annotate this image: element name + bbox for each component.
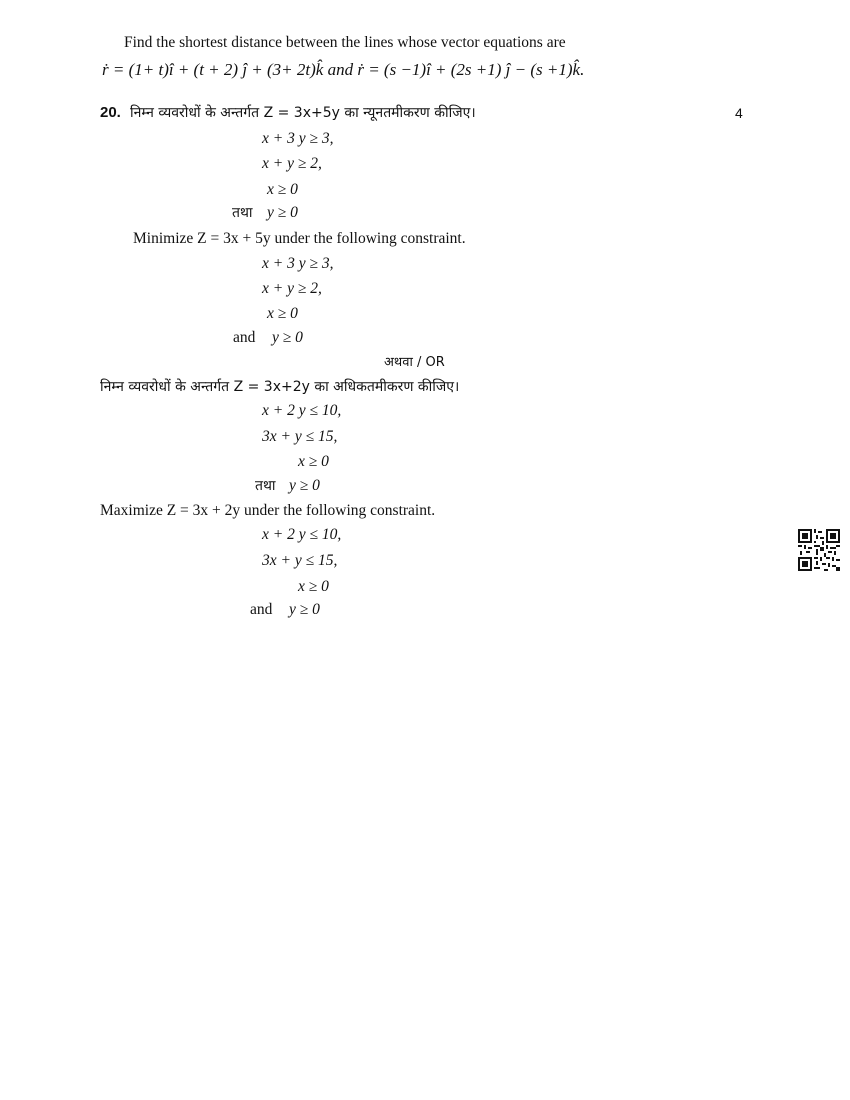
q20-en-constraint-3: x ≥ 0: [267, 305, 298, 322]
alt-en-last-word: and: [250, 601, 273, 618]
marks: 4: [735, 105, 743, 121]
alt-en-constraint-1: x + 2 y ≤ 10,: [262, 526, 342, 543]
q20-hi-constraint-3: x ≥ 0: [267, 181, 298, 198]
qr-code-icon: [798, 529, 840, 571]
alt-hi-constraint-1: x + 2 y ≤ 10,: [262, 402, 342, 419]
q20-en-last-word: and: [233, 329, 256, 346]
or-separator: अथवा / OR: [384, 355, 445, 370]
q20-hi-constraint-2: x + y ≥ 2,: [262, 155, 322, 172]
alt-hi-constraint-4: y ≥ 0: [289, 477, 320, 494]
question-number: 20.: [100, 104, 121, 121]
q20-en-constraint-2: x + y ≥ 2,: [262, 280, 322, 297]
alt-en-prompt: Maximize Z = 3x + 2y under the following constraint.: [100, 502, 436, 519]
alt-en-constraint-4: y ≥ 0: [289, 601, 320, 618]
alt-hindi-prompt: निम्न व्यवरोधों के अन्तर्गत Z = 3x+2y का अधिकतमीकरण कीजिए।: [100, 379, 460, 395]
q20-en-prompt: Minimize Z = 3x + 5y under the following constraint.: [133, 230, 466, 247]
q20-hi-constraint-1: x + 3 y ≥ 3,: [262, 130, 334, 147]
q20-hi-constraint-4: y ≥ 0: [267, 204, 298, 221]
alt-hi-last-word: तथा: [255, 478, 276, 494]
alt-en-constraint-3: x ≥ 0: [298, 578, 329, 595]
q20-hindi-prompt: निम्न व्यवरोधों के अन्तर्गत Z = 3x+5y का न्यूनतमीकरण कीजिए।: [130, 105, 476, 121]
alt-hi-constraint-3: x ≥ 0: [298, 453, 329, 470]
alt-hi-constraint-2: 3x + y ≤ 15,: [262, 428, 338, 445]
alt-en-constraint-2: 3x + y ≤ 15,: [262, 552, 338, 569]
prev-question-text: Find the shortest distance between the lines whose vector equations are: [124, 34, 566, 51]
prev-question-equations: ṙ = (1+ t)î + (t + 2) ĵ + (3+ 2t)k̂ and ṙ = (s −1)î + (2s +1) ĵ − (s +1)k̂.: [102, 60, 585, 79]
q20-hi-last-word: तथा: [232, 205, 253, 221]
q20-en-constraint-1: x + 3 y ≥ 3,: [262, 255, 334, 272]
q20-en-constraint-4: y ≥ 0: [272, 329, 303, 346]
